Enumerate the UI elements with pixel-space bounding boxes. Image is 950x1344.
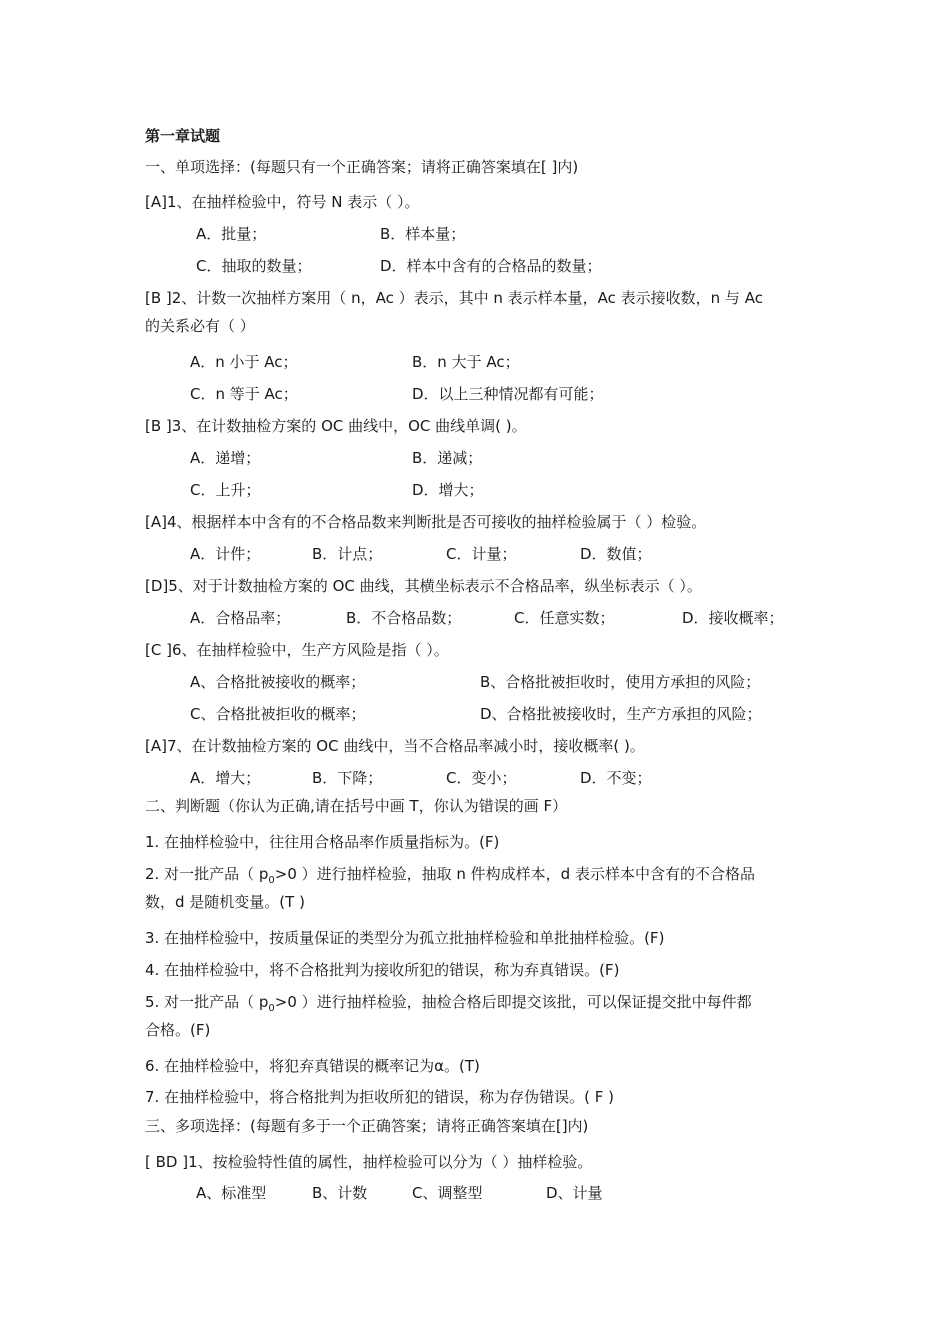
s2-judgment-6: 6. 在抽样检验中，将犯弃真错误的概率记为α。(T) — [145, 1057, 480, 1075]
s1-q1-stem: [A]1、在抽样检验中，符号 N 表示（ ）。 — [145, 193, 420, 211]
s1-q2-stem-line2: 的关系必有（ ） — [145, 317, 255, 335]
s1-q7-option-b: B．下降； — [312, 769, 383, 787]
s1-q7-stem: [A]7、在计数抽检方案的 OC 曲线中，当不合格品率减小时，接收概率( )。 — [145, 737, 645, 755]
section1-heading: 一、单项选择：(每题只有一个正确答案；请将正确答案填在[ ]内) — [145, 158, 579, 176]
s3-q1-option-a: A、标准型 — [196, 1184, 267, 1202]
section3-heading: 三、多项选择：(每题有多于一个正确答案；请将正确答案填在[]内) — [145, 1117, 589, 1135]
s1-q4-stem: [A]4、根据样本中含有的不合格品数来判断批是否可接收的抽样检验属于（ ）检验。 — [145, 513, 707, 531]
s3-q1-option-c: C、调整型 — [412, 1184, 483, 1202]
s1-q3-option-b: B．递减； — [412, 449, 483, 467]
s1-q1-option-b: B．样本量； — [380, 225, 466, 243]
s1-q3-option-d: D．增大； — [412, 481, 484, 499]
s1-q6-stem: [C ]6、在抽样检验中，生产方风险是指（ ）。 — [145, 641, 449, 659]
s2-judgment-1: 1. 在抽样检验中，往往用合格品率作质量指标为。(F) — [145, 833, 500, 851]
s1-q6-option-b: B、合格批被拒收时，使用方承担的风险； — [480, 673, 761, 691]
s1-q6-option-c: C、合格批被拒收的概率； — [190, 705, 366, 723]
s3-q1-stem: [ BD ]1、按检验特性值的属性，抽样检验可以分为（ ）抽样检验。 — [145, 1153, 593, 1171]
s1-q5-stem: [D]5、对于计数抽检方案的 OC 曲线，其横坐标表示不合格品率，纵坐标表示（ ）。 — [145, 577, 702, 595]
s1-q4-option-d: D．数值； — [580, 545, 652, 563]
s1-q3-option-a: A．递增； — [190, 449, 261, 467]
s3-q1-option-d: D、计量 — [546, 1184, 603, 1202]
s2-judgment-4: 4. 在抽样检验中，将不合格批判为接收所犯的错误，称为弃真错误。(F) — [145, 961, 620, 979]
s1-q5-option-b: B．不合格品数； — [346, 609, 462, 627]
s1-q3-stem: [B ]3、在计数抽检方案的 OC 曲线中，OC 曲线单调( )。 — [145, 417, 527, 435]
s1-q2-option-c: C．n 等于 Ac； — [190, 385, 298, 403]
s2-judgment-7: 7. 在抽样检验中，将合格批判为拒收所犯的错误，称为存伪错误。( F ) — [145, 1088, 614, 1106]
s1-q7-option-a: A．增大； — [190, 769, 261, 787]
s2-judgment-5-line1: 5. 对一批产品（ $p_0>0$ ）进行抽样检验，抽检合格后即提交该批，可以保证提交批中每件都 — [145, 993, 752, 1014]
s1-q2-option-b: B．n 大于 Ac； — [412, 353, 520, 371]
s1-q6-option-d: D、合格批被接收时，生产方承担的风险； — [480, 705, 762, 723]
s1-q3-option-c: C．上升； — [190, 481, 261, 499]
s1-q5-option-d: D．接收概率； — [682, 609, 784, 627]
s1-q7-option-d: D．不变； — [580, 769, 652, 787]
s1-q7-option-c: C．变小； — [446, 769, 517, 787]
s1-q2-option-d: D．以上三种情况都有可能； — [412, 385, 604, 403]
s1-q1-option-d: D．样本中含有的合格品的数量； — [380, 257, 602, 275]
s1-q2-stem-line1: [B ]2、计数一次抽样方案用（ n，Ac ）表示，其中 n 表示样本量，Ac 表示接收数，n 与 Ac — [145, 289, 763, 307]
s1-q1-option-c: C．抽取的数量； — [196, 257, 312, 275]
s3-q1-option-b: B、计数 — [312, 1184, 368, 1202]
s1-q2-option-a: A．n 小于 Ac； — [190, 353, 298, 371]
s1-q4-option-a: A．计件； — [190, 545, 261, 563]
s1-q6-option-a: A、合格批被接收的概率； — [190, 673, 366, 691]
section2-heading: 二、判断题（你认为正确,请在括号中画 T，你认为错误的画 F） — [145, 797, 568, 815]
s1-q5-option-a: A．合格品率； — [190, 609, 291, 627]
s1-q5-option-c: C．任意实数； — [514, 609, 615, 627]
s1-q4-option-b: B．计点； — [312, 545, 383, 563]
s1-q1-option-a: A．批量； — [196, 225, 267, 243]
s2-judgment-2-line2: 数，d 是随机变量。(T ) — [145, 893, 305, 911]
page-title: 第一章试题 — [145, 127, 221, 145]
s2-judgment-5-line2: 合格。(F) — [145, 1021, 211, 1039]
s1-q4-option-c: C．计量； — [446, 545, 517, 563]
s2-judgment-2-line1: 2. 对一批产品（ $p_0>0$ ）进行抽样检验，抽取 n 件构成样本，d 表示样本中含有的不合格品 — [145, 865, 755, 886]
s2-judgment-3: 3. 在抽样检验中，按质量保证的类型分为孤立批抽样检验和单批抽样检验。(F) — [145, 929, 665, 947]
